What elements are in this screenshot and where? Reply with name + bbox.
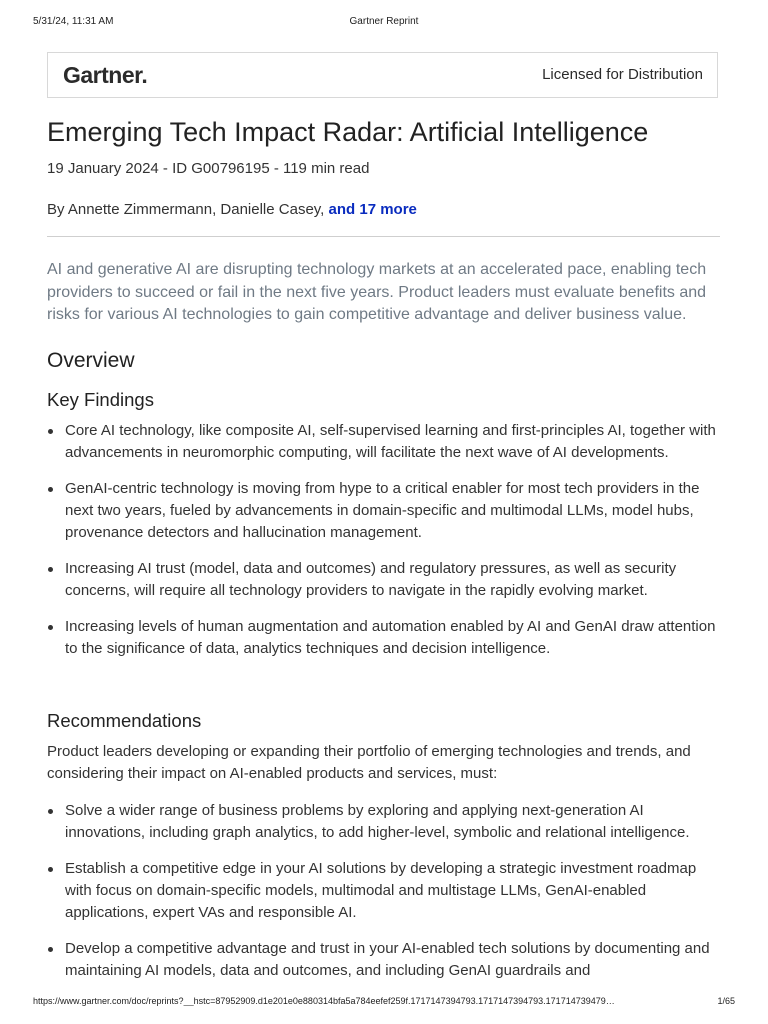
list-item	[47, 858, 722, 924]
key-findings-list	[47, 420, 722, 674]
list-item-text: Increasing levels of human augmentation and automation enabled by AI and GenAI draw attention to the significance of data, analytics techniques and decision intelligence.	[65, 618, 716, 657]
print-footer	[33, 996, 735, 1010]
bullet-icon	[48, 567, 53, 572]
list-item-text: Core AI technology, like composite AI, self-supervised learning and first-principles AI, together with advancements in neuromorphic computing, will facilitate the next wave of AI developments.	[65, 422, 716, 461]
document-meta: 19 January 2024 - ID G00796195 - 119 min read	[47, 160, 370, 177]
overview-heading: Overview	[47, 349, 135, 372]
list-item	[47, 420, 722, 464]
list-item-text: Increasing AI trust (model, data and outcomes) and regulatory pressures, as well as security concerns, will require all technology providers to navigate in the rapidly evolving market.	[65, 560, 677, 599]
key-findings-heading: Key Findings	[47, 389, 154, 410]
brand-banner	[47, 52, 718, 98]
list-item	[47, 616, 722, 660]
divider	[47, 236, 720, 237]
recommendations-list	[47, 800, 722, 982]
bullet-icon	[48, 487, 53, 492]
bullet-icon	[48, 429, 53, 434]
bullet-icon	[48, 947, 53, 952]
recommendations-heading: Recommendations	[47, 710, 202, 731]
list-item-text: Establish a competitive edge in your AI solutions by developing a strategic investment roadmap with focus on domain-specific models, multimodal and multistage LLMs, GenAI-enabled applications, expert VAs and responsible AI.	[65, 860, 697, 921]
list-item	[47, 558, 722, 602]
print-date: 5/31/24, 11:31 AM	[33, 16, 114, 27]
page-title: Emerging Tech Impact Radar: Artificial Intelligence	[47, 117, 649, 147]
list-item	[47, 800, 722, 844]
list-item-text: Solve a wider range of business problems by exploring and applying next-generation AI innovations, including graph analytics, to add higher-level, symbolic and relational intelligence.	[65, 802, 690, 841]
recommendations-intro: Product leaders developing or expanding their portfolio of emerging technologies and trends, and considering their impact on AI-enabled products and services, must:	[47, 743, 691, 782]
print-title: Gartner Reprint	[349, 16, 419, 27]
bullet-icon	[48, 625, 53, 630]
bullet-icon	[48, 809, 53, 814]
bullet-icon	[48, 867, 53, 872]
list-item-text: Develop a competitive advantage and trust in your AI-enabled tech solutions by documenting and maintaining AI models, data and outcomes, and including GenAI guardrails and	[65, 940, 710, 979]
print-header	[33, 16, 735, 30]
list-item-text: GenAI-centric technology is moving from hype to a critical enabler for most tech providers in the next two years, fueled by advancements in domain-specific and multimodal LLMs, model hubs, provenance detectors and hallucination management.	[65, 480, 700, 541]
page-number: 1/65	[717, 996, 735, 1006]
more-authors-link[interactable]: and 17 more	[328, 201, 417, 218]
gartner-logo[interactable]: Gartner.	[63, 62, 148, 88]
authors-line	[47, 201, 417, 218]
license-label: Licensed for Distribution	[542, 66, 703, 83]
list-item	[47, 938, 722, 982]
logo-text: Gartner	[63, 62, 142, 88]
summary-text: AI and generative AI are disrupting technology markets at an accelerated pace, enabling tech providers to succeed or fail in the next five years. Product leaders must evaluate benefits and risks for various AI technologies to gain competitive advantage and deliver business value.	[47, 261, 707, 323]
authors-text: By Annette Zimmermann, Danielle Casey,	[47, 201, 325, 218]
list-item	[47, 478, 722, 544]
page-url: https://www.gartner.com/doc/reprints?__hstc=87952909.d1e201e0e880314bfa5a784eefef259f.1717147394793.1717147394793.171714739479…	[33, 996, 615, 1006]
